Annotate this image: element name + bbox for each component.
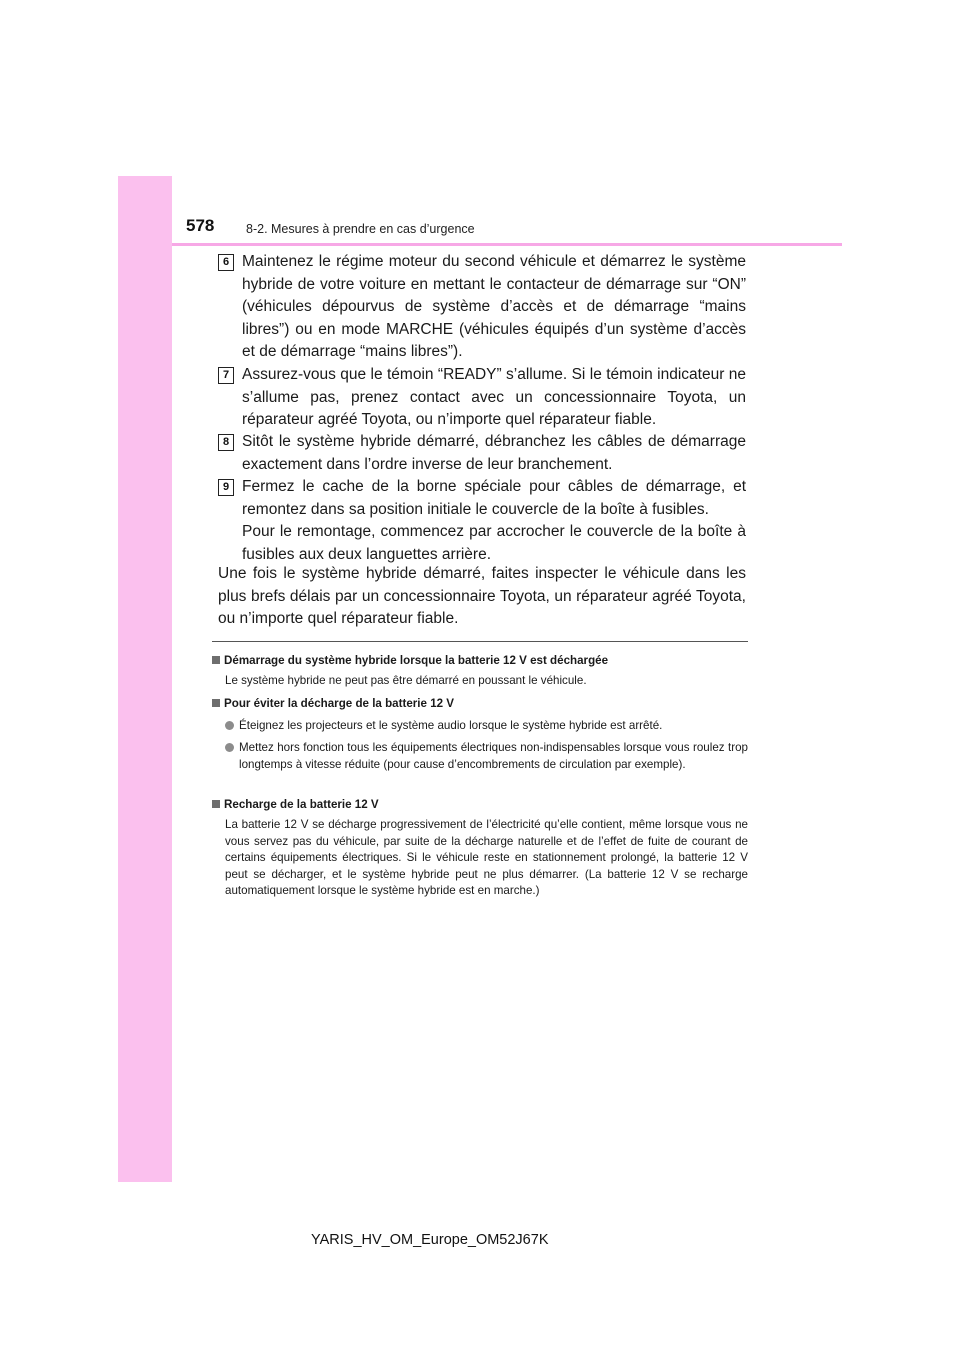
side-band: [118, 176, 172, 1182]
note-heading: Pour éviter la décharge de la batterie 12 V: [212, 696, 748, 712]
note-battery-discharged: [212, 653, 748, 690]
note-recharge: [212, 797, 748, 900]
step-7: [218, 364, 746, 432]
round-bullet-icon: [225, 743, 234, 752]
step-8: [218, 431, 746, 476]
square-bullet-icon: [212, 800, 220, 808]
footer-doc-id: YARIS_HV_OM_Europe_OM52J67K: [311, 1232, 549, 1248]
note-bullet: Mettez hors fonction tous les équipements électriques non-indispensables lorsque vous roulez trop longtemps à vitesse réduite (pour cause d’encombrements de circulation par exemple).: [225, 740, 748, 773]
note-heading: Recharge de la batterie 12 V: [212, 797, 748, 813]
note-body: La batterie 12 V se décharge progressivement de l’électricité qu’elle contient, même lorsque vous ne vous servez pas du véhicule, par suite de la décharge naturelle et de l’effet de fuite de courant de certains équipements électriques. Si le véhicule reste en stationnement prolongé, la batterie 12 V peut se décharger, et le système hybride peut ne plus démarrer. (La batterie 12 V se recharge automatiquement lorsque le système hybride est en marche.): [225, 818, 748, 898]
step-paragraph: Pour le remontage, commencez par accrocher le couvercle de la boîte à fusibles aux deux languettes arrière.: [242, 523, 746, 563]
step-text: [242, 251, 746, 364]
step-text: [242, 476, 746, 566]
step-number-badge: 6: [218, 254, 234, 271]
note-avoid-discharge: [212, 696, 748, 773]
step-text: [242, 364, 746, 432]
step-9: [218, 476, 746, 566]
step-paragraph: Sitôt le système hybride démarré, débranchez les câbles de démarrage exactement dans l’ordre inverse de leur branchement.: [242, 433, 746, 473]
step-paragraph: Maintenez le régime moteur du second véhicule et démarrez le système hybride de votre voiture en mettant le contacteur de démarrage sur “ON” (véhicules dépourvus de système d’accès et de démarrage “mains libres”) ou en mode MARCHE (véhicules équipés d’un système d’accès et de démarrage “mains libres”).: [242, 253, 746, 361]
note-heading: Démarrage du système hybride lorsque la batterie 12 V est déchargée: [212, 653, 748, 669]
note-body: Le système hybride ne peut pas être démarré en poussant le véhicule.: [225, 674, 587, 687]
step-6: [218, 251, 746, 364]
step-text: [242, 431, 746, 476]
note-bullet: Éteignez les projecteurs et le système audio lorsque le système hybride est arrêté.: [225, 718, 748, 734]
step-number-badge: 9: [218, 479, 234, 496]
page-number: 578: [186, 216, 215, 235]
chapter-title: 8-2. Mesures à prendre en cas d’urgence: [246, 222, 475, 236]
header-rule: [172, 243, 842, 246]
step-number-badge: 8: [218, 434, 234, 451]
step-paragraph: Assurez-vous que le témoin “READY” s’allume. Si le témoin indicateur ne s’allume pas, prenez contact avec un concessionnaire Toyota, un réparateur agréé Toyota, ou n’importe quel réparateur fiable.: [242, 366, 746, 429]
step-paragraph: Fermez le cache de la borne spéciale pour câbles de démarrage, et remontez dans sa position initiale le couvercle de la boîte à fusibles.: [242, 478, 746, 518]
square-bullet-icon: [212, 699, 220, 707]
square-bullet-icon: [212, 656, 220, 664]
summary-paragraph: Une fois le système hybride démarré, faites inspecter le véhicule dans les plus brefs délais par un concessionnaire Toyota, un réparateur agréé Toyota, ou n’importe quel réparateur fiable.: [218, 565, 746, 628]
notes-divider: [212, 641, 748, 642]
round-bullet-icon: [225, 721, 234, 730]
step-number-badge: 7: [218, 367, 234, 384]
